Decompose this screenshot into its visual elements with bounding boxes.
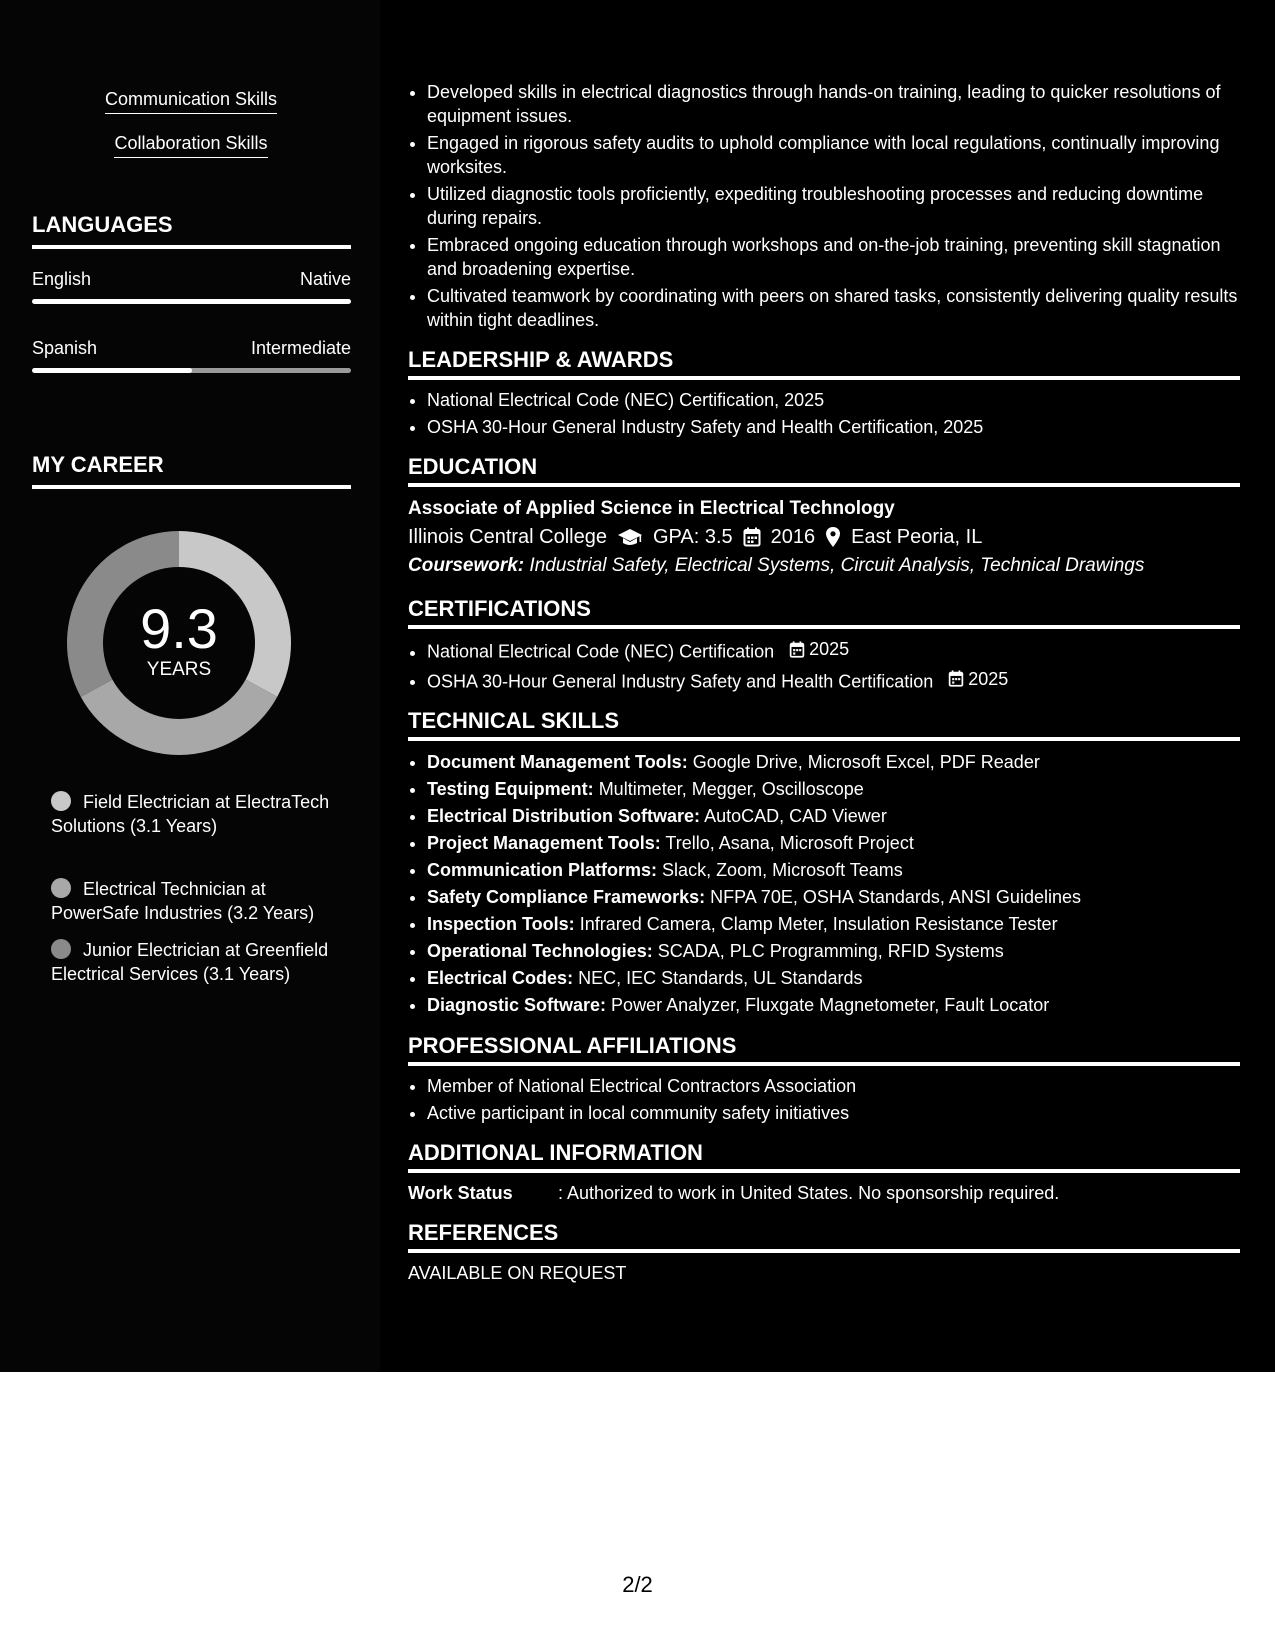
technical-skills-list (408, 749, 1240, 1018)
list-item: • Engaged in rigorous safety audits to uphold compliance with local regulations, continually improving worksites. (427, 131, 1240, 179)
leadership-heading: LEADERSHIP & AWARDS (408, 346, 1240, 380)
languages-heading: LANGUAGES (32, 211, 351, 249)
education-year: 2016 (770, 526, 816, 548)
career-total (64, 528, 294, 758)
language-name: English (32, 269, 92, 289)
page-number: 2/2 (622, 1572, 653, 1597)
list-item: • Testing Equipment: Multimeter, Megger, Oscilloscope (427, 776, 1240, 802)
additional-info-heading: ADDITIONAL INFORMATION (408, 1139, 1240, 1173)
career-total-unit: YEARS (146, 659, 212, 680)
education-school: Illinois Central College (408, 526, 607, 548)
main-content (408, 80, 1240, 1285)
list-item: • Developed skills in electrical diagnostics through hands-on training, leading to quicker resolutions of equipment issues. (427, 80, 1240, 128)
language-bar-fill (32, 368, 192, 373)
language-level: Native (299, 269, 351, 289)
certifications-heading: CERTIFICATIONS (408, 595, 1240, 629)
coursework-label: Coursework: (408, 555, 525, 576)
calendar-icon (948, 670, 964, 687)
work-status-row (408, 1181, 1240, 1205)
soft-skill-collaboration: Collaboration Skills (0, 131, 382, 158)
references-text: AVAILABLE ON REQUEST (408, 1263, 627, 1283)
list-item: • Electrical Distribution Software: AutoCAD, CAD Viewer (427, 803, 1240, 829)
language-bar-spanish (32, 368, 351, 373)
language-bar-fill (32, 299, 351, 304)
education-heading: EDUCATION (408, 453, 1240, 487)
legend-dot-icon (51, 878, 71, 898)
list-item: • OSHA 30-Hour General Industry Safety and Health Certification 2025 (427, 667, 1240, 694)
affiliations-list (408, 1074, 1240, 1125)
career-item: Electrical Technician at PowerSafe Industries (3.2 Years) (51, 879, 315, 923)
location-pin-icon (825, 526, 841, 548)
list-item: • Communication Platforms: Slack, Zoom, Microsoft Teams (427, 857, 1240, 883)
work-status-value: : Authorized to work in United States. No sponsorship required. (558, 1183, 1060, 1203)
language-name: Spanish (32, 338, 98, 358)
list-item: • National Electrical Code (NEC) Certification 2025 (427, 637, 1240, 664)
list-item: • National Electrical Code (NEC) Certification, 2025 (427, 388, 1240, 412)
calendar-icon (743, 527, 761, 547)
education-meta (408, 523, 1240, 551)
soft-skill-communication: Communication Skills (0, 87, 382, 114)
list-item: • Safety Compliance Frameworks: NFPA 70E, OSHA Standards, ANSI Guidelines (427, 884, 1240, 910)
experience-bullets (408, 80, 1240, 332)
leadership-list (408, 388, 1240, 439)
list-item: • Inspection Tools: Infrared Camera, Clamp Meter, Insulation Resistance Tester (427, 911, 1240, 937)
calendar-icon (789, 641, 805, 658)
list-item: • Operational Technologies: SCADA, PLC Programming, RFID Systems (427, 938, 1240, 964)
list-item: • Embraced ongoing education through workshops and on-the-job training, preventing skill stagnation and broadening expertise. (427, 233, 1240, 281)
education-location: East Peoria, IL (851, 526, 983, 548)
cert-year: 2025 (809, 639, 850, 659)
language-spanish (32, 337, 351, 359)
career-item: Junior Electrician at Greenfield Electrical Services (3.1 Years) (51, 940, 329, 984)
career-item: Field Electrician at ElectraTech Solutions (3.1 Years) (51, 792, 330, 836)
career-total-value: 9.3 (140, 597, 218, 660)
work-status-label: Work Status (408, 1183, 513, 1203)
cert-year: 2025 (968, 668, 1009, 689)
list-item: • Project Management Tools: Trello, Asana, Microsoft Project (427, 830, 1240, 856)
language-english (32, 268, 351, 290)
career-heading: MY CAREER (32, 451, 351, 489)
sidebar (0, 0, 380, 1372)
education-degree: Associate of Applied Science in Electrical Technology (408, 498, 895, 519)
language-level: Intermediate (250, 338, 351, 358)
legend-dot-icon (51, 791, 71, 811)
legend-dot-icon (51, 939, 71, 959)
list-item: • Active participant in local community safety initiatives (427, 1101, 1240, 1125)
list-item: • Diagnostic Software: Power Analyzer, Fluxgate Magnetometer, Fault Locator (427, 992, 1240, 1018)
list-item: • OSHA 30-Hour General Industry Safety and Health Certification, 2025 (427, 415, 1240, 439)
technical-skills-heading: TECHNICAL SKILLS (408, 707, 1240, 741)
list-item: • Electrical Codes: NEC, IEC Standards, UL Standards (427, 965, 1240, 991)
list-item: • Member of National Electrical Contractors Association (427, 1074, 1240, 1098)
education-coursework (408, 551, 1240, 581)
references-heading: REFERENCES (408, 1219, 1240, 1253)
certifications-list (408, 637, 1240, 693)
list-item: • Utilized diagnostic tools proficiently, expediting troubleshooting processes and reducing downtime during repairs. (427, 182, 1240, 230)
language-bar-english (32, 299, 351, 304)
education-gpa: GPA: 3.5 (652, 526, 733, 548)
affiliations-heading: PROFESSIONAL AFFILIATIONS (408, 1032, 1240, 1066)
list-item: • Cultivated teamwork by coordinating with peers on shared tasks, consistently delivering quality results within tight deadlines. (427, 284, 1240, 332)
coursework-value: Industrial Safety, Electrical Systems, Circuit Analysis, Technical Drawings (529, 555, 1145, 576)
list-item: • Document Management Tools: Google Drive, Microsoft Excel, PDF Reader (427, 749, 1240, 775)
graduation-cap-icon (617, 527, 643, 547)
